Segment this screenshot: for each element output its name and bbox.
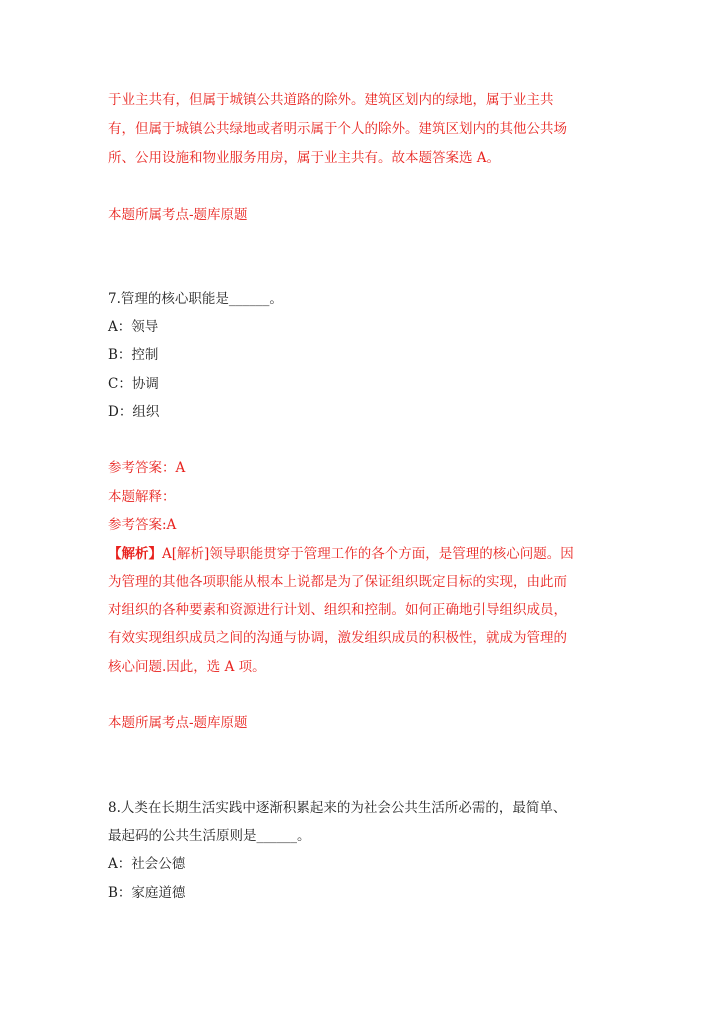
prev-source-label: 本题所属考点-题库原题 xyxy=(108,207,248,223)
q7-analysis-first-line xyxy=(108,544,574,564)
analysis-tag: 【解析】 xyxy=(108,546,162,562)
q8-option-b: B：家庭道德 xyxy=(108,885,186,901)
q8-option-a: A：社会公德 xyxy=(108,856,186,872)
q8-stem-line-1: 8.人类在长期生活实践中逐渐积累起来的为社会公共生活所必需的，最简单、 xyxy=(108,800,567,816)
prev-explanation-line-2: 有，但属于城镇公共绿地或者明示属于个人的除外。建筑区划内的其他公共场 xyxy=(108,121,567,137)
q7-option-c: C：协调 xyxy=(108,376,159,392)
q7-analysis-line-5: 核心问题.因此，选 A 项。 xyxy=(108,659,266,675)
q7-option-d: D：组织 xyxy=(108,404,160,420)
q7-analysis-line-3: 对组织的各种要素和资源进行计划、组织和控制。如何正确地引导组织成员， xyxy=(108,602,567,618)
q8-stem-line-2: 最起码的公共生活原则是______。 xyxy=(108,828,311,844)
q7-stem: 7.管理的核心职能是______。 xyxy=(108,291,283,307)
q7-answer-repeat: 参考答案:A xyxy=(108,517,177,533)
prev-explanation-line-3: 所、公用设施和物业服务用房，属于业主共有。故本题答案选 A。 xyxy=(108,150,501,166)
q7-option-b: B：控制 xyxy=(108,347,159,363)
q7-option-a: A：领导 xyxy=(108,319,159,335)
q7-analysis-line-4: 有效实现组织成员之间的沟通与协调，激发组织成员的积极性，就成为管理的 xyxy=(108,630,567,646)
q7-answer: 参考答案：A xyxy=(108,460,186,476)
analysis-text: A[解析]领导职能贯穿于管理工作的各个方面，是管理的核心问题。因 xyxy=(162,546,574,562)
q7-analysis-line-2: 为管理的其他各项职能从根本上说都是为了保证组织既定目标的实现，由此而 xyxy=(108,574,567,590)
prev-explanation-line-1: 于业主共有，但属于城镇公共道路的除外。建筑区划内的绿地，属于业主共 xyxy=(108,92,554,108)
q7-source-label: 本题所属考点-题库原题 xyxy=(108,715,248,731)
q7-explain-label: 本题解释： xyxy=(108,489,176,505)
